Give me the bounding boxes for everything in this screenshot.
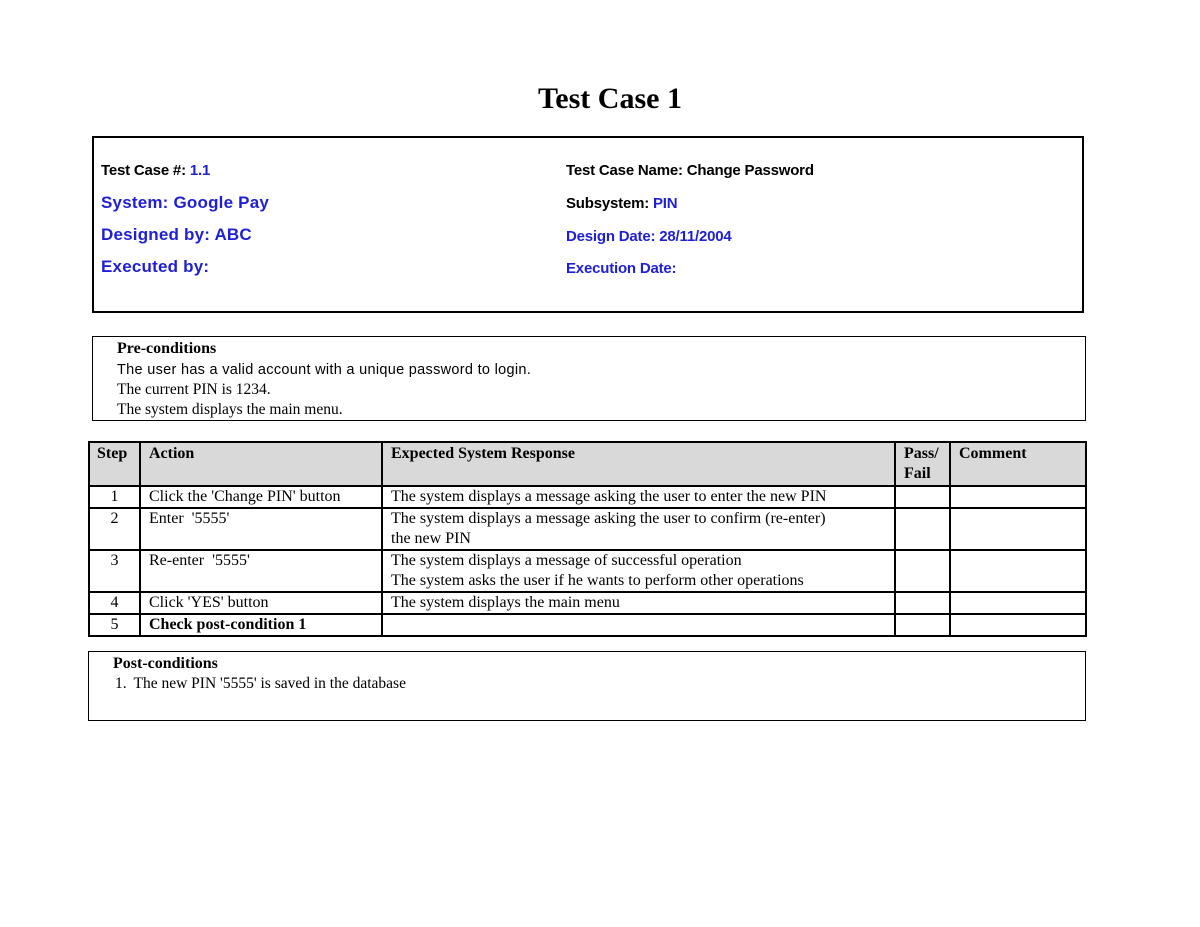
executed-by-label: Executed by: (101, 257, 210, 276)
designed-by-value: ABC (214, 225, 252, 244)
step-action: Check post-condition 1 (140, 614, 382, 636)
test-case-number-row (101, 162, 210, 179)
table-row (89, 508, 1086, 550)
table-row (89, 550, 1086, 592)
designed-by-label: Designed by: (101, 225, 211, 244)
designed-by-row (101, 225, 252, 245)
step-expected-response (382, 550, 895, 592)
design-date-label: Design Date: (566, 228, 656, 245)
expected-response-line: The system displays a message asking the user to confirm (re-enter) (391, 510, 826, 527)
expected-response-line: The system displays the main menu (391, 594, 620, 611)
postcondition-item-number: 1. (115, 675, 127, 692)
step-action: Click 'YES' button (140, 592, 382, 614)
step-action: Re-enter '5555' (140, 550, 382, 592)
test-steps-table (88, 441, 1087, 637)
pass-fail-header-line: Fail (904, 465, 931, 482)
precondition-line: The current PIN is 1234. (117, 381, 271, 398)
step-expected-response (382, 592, 895, 614)
step-comment (950, 614, 1086, 636)
pass-fail-header-line: Pass/ (904, 445, 939, 462)
execution-date-label: Execution Date: (566, 260, 677, 277)
step-pass-fail (895, 486, 950, 508)
executed-by-row (101, 257, 209, 277)
table-row (89, 614, 1086, 636)
step-number: 5 (89, 614, 140, 636)
test-case-name-label: Test Case Name: (566, 162, 683, 179)
column-header-comment: Comment (950, 442, 1086, 486)
preconditions-box (92, 336, 1086, 421)
test-case-name-row (566, 162, 814, 179)
test-case-number-value: 1.1 (189, 162, 211, 179)
step-comment (950, 508, 1086, 550)
step-pass-fail (895, 614, 950, 636)
design-date-row (566, 228, 732, 245)
step-comment (950, 592, 1086, 614)
table-row (89, 592, 1086, 614)
design-date-value: 28/11/2004 (659, 228, 732, 245)
table-row (89, 486, 1086, 508)
step-comment (950, 550, 1086, 592)
expected-response-line: the new PIN (391, 530, 471, 547)
step-expected-response (382, 486, 895, 508)
postconditions-box (88, 651, 1086, 721)
postconditions-heading: Post-conditions (113, 655, 218, 672)
column-header-step: Step (89, 442, 140, 486)
test-case-number-label: Test Case #: (101, 162, 186, 179)
execution-date-row (566, 260, 676, 277)
column-header-expected-response: Expected System Response (382, 442, 895, 486)
system-row (101, 193, 269, 213)
step-pass-fail (895, 592, 950, 614)
step-action: Click the 'Change PIN' button (140, 486, 382, 508)
step-number: 4 (89, 592, 140, 614)
expected-response-line: The system asks the user if he wants to perform other operations (391, 572, 804, 589)
table-header-row (89, 442, 1086, 486)
test-case-info-box (92, 136, 1084, 313)
step-number: 2 (89, 508, 140, 550)
expected-response-line: The system displays a message asking the user to enter the new PIN (391, 488, 827, 505)
subsystem-row (566, 195, 677, 212)
step-pass-fail (895, 508, 950, 550)
preconditions-heading: Pre-conditions (117, 340, 217, 357)
system-value: Google Pay (173, 193, 270, 212)
step-number: 3 (89, 550, 140, 592)
column-header-action: Action (140, 442, 382, 486)
postcondition-item-text: The new PIN '5555' is saved in the database (133, 675, 406, 692)
step-pass-fail (895, 550, 950, 592)
subsystem-label: Subsystem: (566, 195, 650, 212)
precondition-line: The system displays the main menu. (117, 401, 343, 418)
step-number: 1 (89, 486, 140, 508)
step-comment (950, 486, 1086, 508)
step-action: Enter '5555' (140, 508, 382, 550)
postcondition-item (115, 674, 406, 694)
step-expected-response (382, 508, 895, 550)
column-header-pass-fail (895, 442, 950, 486)
subsystem-value: PIN (653, 195, 678, 212)
step-expected-response (382, 614, 895, 636)
expected-response-line: The system displays a message of successful operation (391, 552, 742, 569)
precondition-line: The user has a valid account with a unique password to login. (117, 362, 532, 378)
test-case-name-value: Change Password (686, 162, 814, 179)
system-label: System: (101, 193, 169, 212)
page-title: Test Case 1 (538, 82, 682, 115)
